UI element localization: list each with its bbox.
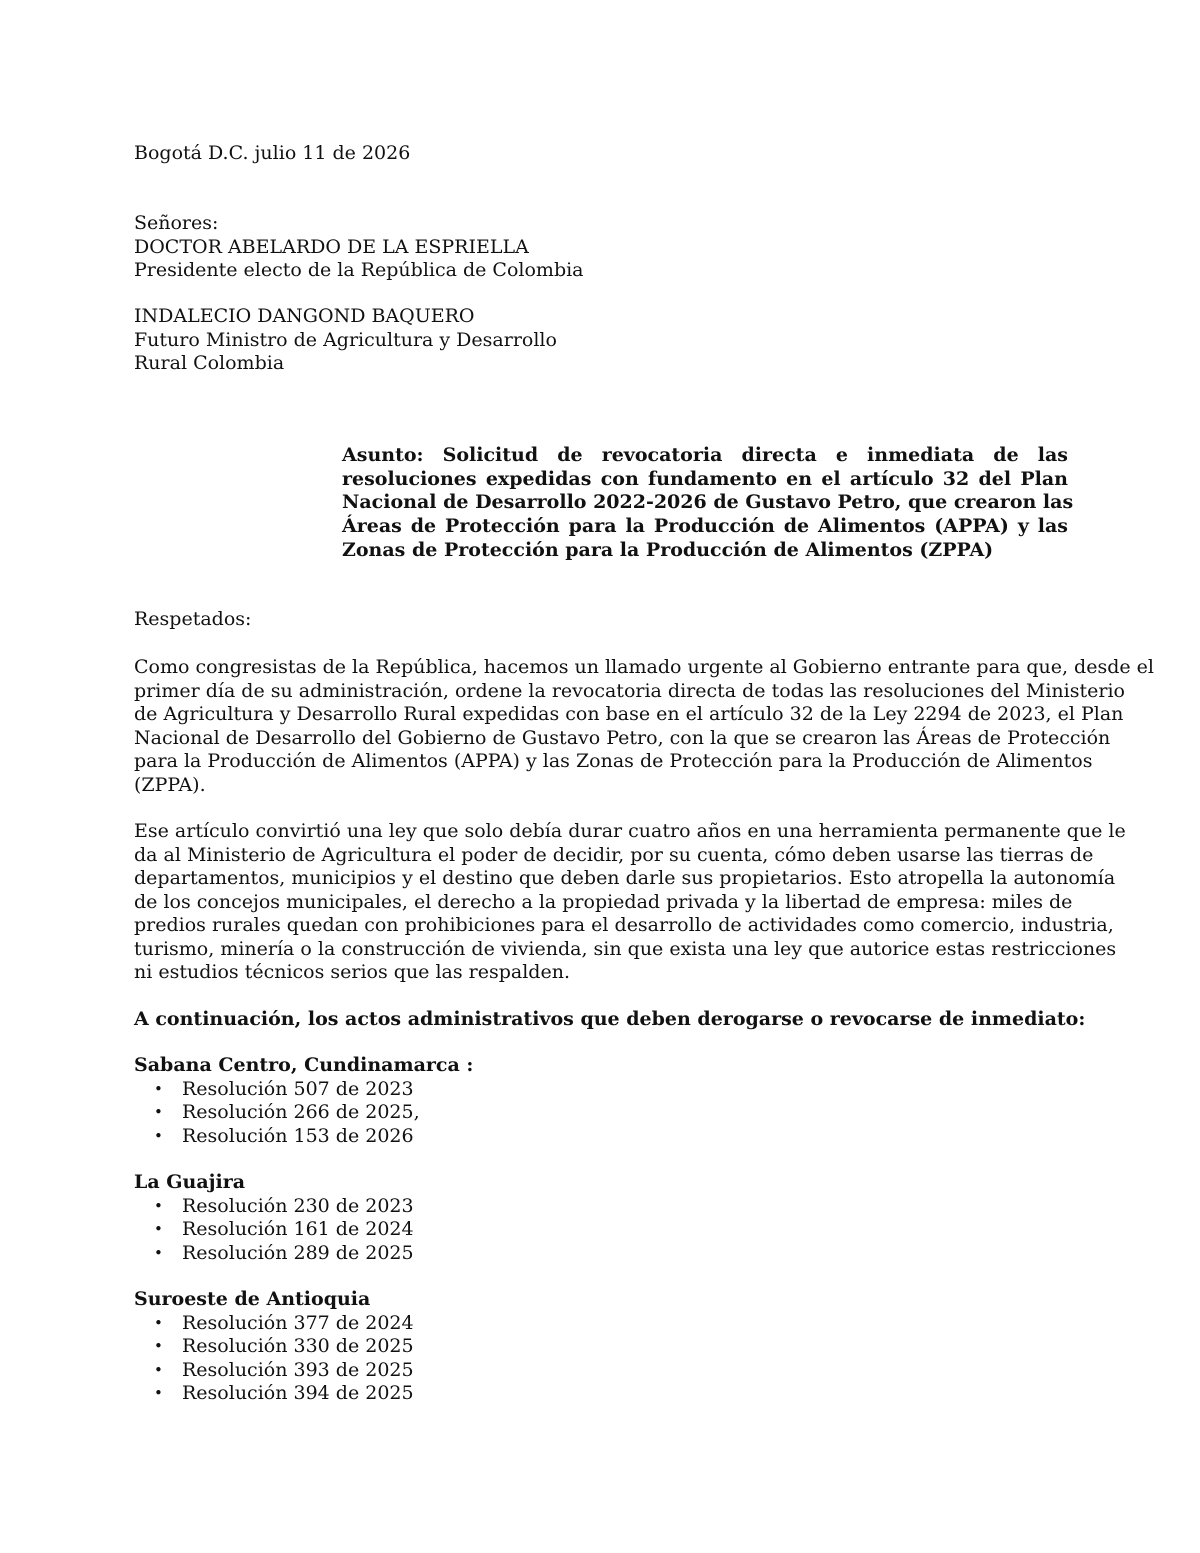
list-item: • Resolución 330 de 2025	[154, 1335, 414, 1357]
list-heading-text: A continuación, los actos administrativos que deben derogarse o revocarse de inmediato:	[134, 1008, 1086, 1030]
bullet-icon: •	[154, 1360, 163, 1379]
greeting	[134, 608, 1068, 632]
recipient-name-second: INDALECIO DANGOND BAQUERO	[134, 305, 475, 327]
paragraph-line: para la Producción de Alimentos (APPA) y las Zonas de Protección para la Producción de Alimentos	[134, 750, 1093, 772]
list-item: • Resolución 153 de 2026	[154, 1124, 414, 1147]
paragraph-line: de los concejos municipales, el derecho a la propiedad privada y la libertad de empresa: miles de	[134, 890, 1073, 913]
bullet-icon: •	[154, 1384, 163, 1402]
bullet-icon: •	[154, 1126, 163, 1145]
bullet-icon: •	[154, 1079, 163, 1098]
region-suroeste-antioquia	[134, 1288, 1068, 1406]
recipient-role-second-line1: Futuro Ministro de Agricultura y Desarrollo	[134, 328, 557, 351]
recipient-role-second-line2: Rural Colombia	[134, 352, 285, 374]
subject-line: resoluciones expedidas con fundamento en el artículo 32 del Plan	[342, 467, 1068, 490]
list-item: • Resolución 266 de 2025,	[154, 1101, 420, 1123]
subject-line: Asunto: Solicitud de revocatoria directa e inmediata de las	[342, 444, 1068, 466]
bullet-icon: •	[154, 1243, 163, 1262]
subject-line: Áreas de Protección para la Producción de Alimentos (APPA) y las	[342, 515, 1068, 538]
region-la-guajira	[134, 1171, 1068, 1265]
subject-block	[342, 444, 1074, 563]
list-item: • Resolución 507 de 2023	[154, 1077, 414, 1100]
list-item: • Resolución 230 de 2023	[154, 1194, 414, 1217]
bullet-icon: •	[154, 1103, 163, 1121]
region-sabana-centro	[134, 1054, 1068, 1148]
bullet-icon: •	[154, 1220, 163, 1238]
paragraph-line: de Agricultura y Desarrollo Rural expedidas con base en el artículo 32 de la Ley 2294 de 2023, el Plan	[134, 703, 1124, 725]
paragraph-line: turismo, minería o la construcción de vivienda, sin que exista una ley que autorice estas restricciones	[134, 937, 1117, 960]
list-item: • Resolución 393 de 2025	[154, 1358, 414, 1381]
list-item: • Resolución 289 de 2025	[154, 1241, 414, 1264]
paragraph-line: Ese artículo convirtió una ley que solo debía durar cuatro años en una herramienta permanente que le	[134, 820, 1126, 842]
resolution-list	[134, 1078, 1068, 1149]
paragraph-line: ni estudios técnicos serios que las respalden.	[134, 961, 570, 983]
resolution-list	[134, 1312, 1068, 1406]
bullet-icon: •	[154, 1196, 163, 1215]
region-title: La Guajira	[134, 1171, 246, 1193]
paragraph-1	[134, 656, 1154, 797]
paragraph-line: departamentos, municipios y el destino que deben darle sus propietarios. Esto atropella la autonomía	[134, 867, 1116, 889]
paragraph-line: predios rurales quedan con prohibiciones para el desarrollo de actividades como comercio, industria,	[134, 914, 1114, 936]
date-line	[134, 142, 1068, 166]
region-title: Sabana Centro, Cundinamarca :	[134, 1054, 474, 1076]
salutation: Señores:	[134, 212, 219, 234]
list-item: • Resolución 377 de 2024	[154, 1311, 414, 1334]
recipient-block-first	[134, 212, 1068, 283]
paragraph-line: Como congresistas de la República, hacemos un llamado urgente al Gobierno entrante para que, desde el	[134, 656, 1154, 678]
paragraph-line: da al Ministerio de Agricultura el poder de decidir, por su cuenta, cómo deben usarse las tierras de	[134, 843, 1094, 866]
paragraph-line: (ZPPA).	[134, 773, 206, 796]
subject-line: Zonas de Protección para la Producción de Alimentos (ZPPA)	[342, 538, 994, 561]
recipient-block-second	[134, 305, 1068, 376]
region-title: Suroeste de Antioquia	[134, 1288, 371, 1310]
list-item: • Resolución 161 de 2024	[154, 1218, 414, 1240]
resolution-list	[134, 1195, 1068, 1266]
bullet-icon: •	[154, 1337, 163, 1355]
greeting-text: Respetados:	[134, 608, 252, 630]
list-item: • Resolución 394 de 2025	[154, 1382, 414, 1404]
date-text: Bogotá D.C. julio 11 de 2026	[134, 142, 411, 164]
recipient-role-first: Presidente electo de la República de Colombia	[134, 259, 584, 281]
paragraph-2	[134, 820, 1126, 985]
subject-line: Nacional de Desarrollo 2022-2026 de Gustavo Petro, que crearon las	[342, 491, 1074, 514]
list-heading	[134, 1008, 1086, 1032]
paragraph-line: primer día de su administración, ordene la revocatoria directa de todas las resoluciones del Ministerio	[134, 679, 1125, 702]
bullet-icon: •	[154, 1313, 163, 1332]
recipient-name-first: DOCTOR ABELARDO DE LA ESPRIELLA	[134, 235, 529, 258]
paragraph-line: Nacional de Desarrollo del Gobierno de Gustavo Petro, con la que se crearon las Áreas de Protección	[134, 726, 1111, 749]
